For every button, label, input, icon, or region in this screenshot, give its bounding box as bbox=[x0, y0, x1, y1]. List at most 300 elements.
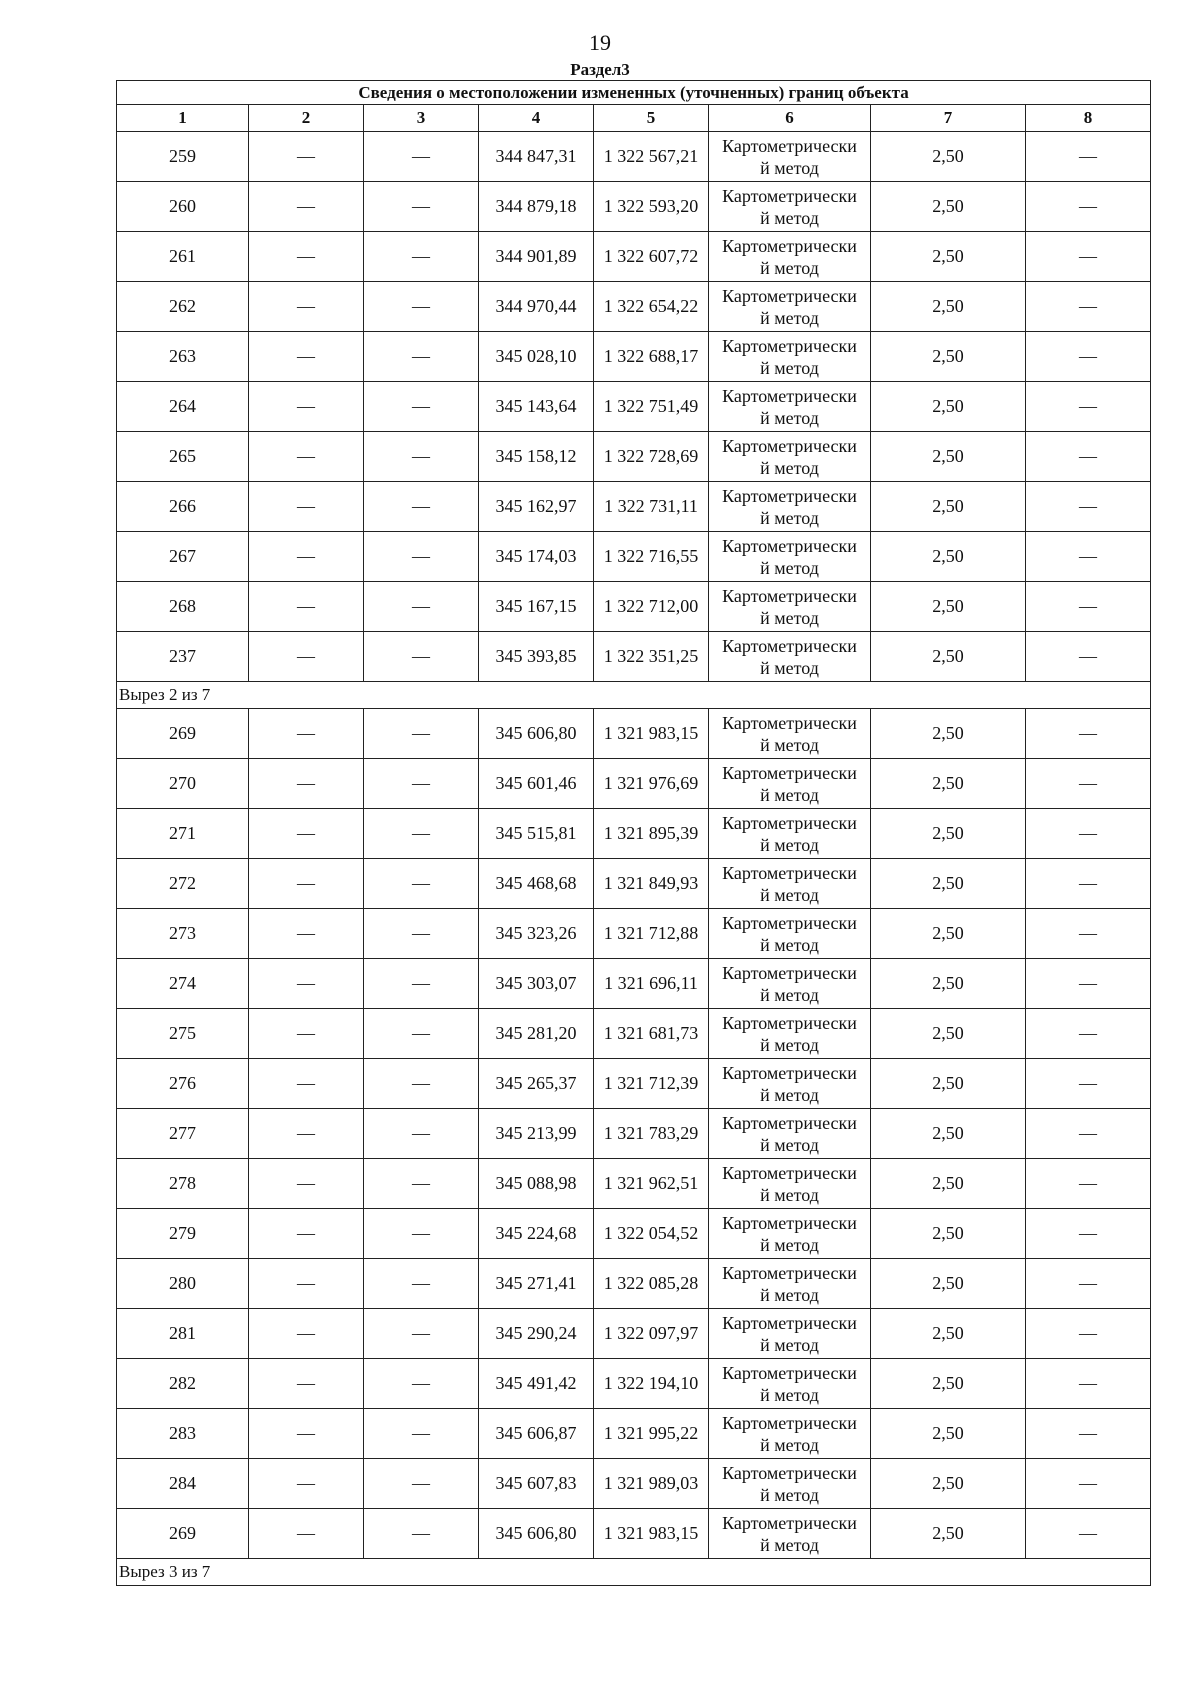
description-cell: — bbox=[1026, 582, 1151, 632]
table-row bbox=[117, 132, 1151, 182]
method-line-1: Картометрически bbox=[722, 1112, 857, 1133]
table-row bbox=[117, 1209, 1151, 1259]
old-x-cell: — bbox=[249, 809, 364, 859]
method-line-2: й метод bbox=[760, 884, 819, 905]
description-cell: — bbox=[1026, 1459, 1151, 1509]
precision-cell: 2,50 bbox=[871, 959, 1026, 1009]
table-caption-row bbox=[117, 81, 1151, 105]
method-line-1: Картометрически bbox=[722, 1162, 857, 1183]
precision-cell: 2,50 bbox=[871, 182, 1026, 232]
old-x-cell: — bbox=[249, 1259, 364, 1309]
page-number: 19 bbox=[589, 30, 611, 55]
column-header: 7 bbox=[871, 105, 1026, 132]
method-line-1: Картометрически bbox=[722, 1362, 857, 1383]
old-x-cell: — bbox=[249, 709, 364, 759]
method-line-1: Картометрически bbox=[722, 235, 857, 256]
new-x-cell: 345 265,37 bbox=[479, 1059, 594, 1109]
method-line-2: й метод bbox=[760, 307, 819, 328]
description-cell: — bbox=[1026, 432, 1151, 482]
precision-cell: 2,50 bbox=[871, 1159, 1026, 1209]
method-line-2: й метод bbox=[760, 657, 819, 678]
precision-cell: 2,50 bbox=[871, 332, 1026, 382]
method-cell bbox=[709, 382, 871, 432]
table-row bbox=[117, 709, 1151, 759]
description-cell: — bbox=[1026, 482, 1151, 532]
new-x-cell: 345 088,98 bbox=[479, 1159, 594, 1209]
table-row bbox=[117, 1259, 1151, 1309]
old-y-cell: — bbox=[364, 709, 479, 759]
description-cell: — bbox=[1026, 182, 1151, 232]
table-row bbox=[117, 482, 1151, 532]
old-x-cell: — bbox=[249, 132, 364, 182]
method-cell bbox=[709, 232, 871, 282]
point-number-cell: 262 bbox=[117, 282, 249, 332]
table-row bbox=[117, 1359, 1151, 1409]
new-y-cell: 1 321 783,29 bbox=[594, 1109, 709, 1159]
method-line-1: Картометрически bbox=[722, 1462, 857, 1483]
method-line-2: й метод bbox=[760, 1084, 819, 1105]
table-row bbox=[117, 332, 1151, 382]
point-number-cell: 269 bbox=[117, 1509, 249, 1559]
section-title: Раздел3 bbox=[570, 60, 630, 79]
precision-cell: 2,50 bbox=[871, 482, 1026, 532]
old-y-cell: — bbox=[364, 859, 479, 909]
description-cell: — bbox=[1026, 1109, 1151, 1159]
new-y-cell: 1 321 849,93 bbox=[594, 859, 709, 909]
method-cell bbox=[709, 582, 871, 632]
new-y-cell: 1 321 696,11 bbox=[594, 959, 709, 1009]
old-y-cell: — bbox=[364, 809, 479, 859]
method-line-1: Картометрически bbox=[722, 285, 857, 306]
description-cell: — bbox=[1026, 332, 1151, 382]
precision-cell: 2,50 bbox=[871, 1359, 1026, 1409]
column-header: 2 bbox=[249, 105, 364, 132]
method-cell bbox=[709, 1309, 871, 1359]
method-cell bbox=[709, 632, 871, 682]
table-row bbox=[117, 1409, 1151, 1459]
old-x-cell: — bbox=[249, 959, 364, 1009]
description-cell: — bbox=[1026, 382, 1151, 432]
new-x-cell: 345 167,15 bbox=[479, 582, 594, 632]
description-cell: — bbox=[1026, 532, 1151, 582]
new-y-cell: 1 321 983,15 bbox=[594, 1509, 709, 1559]
table-row bbox=[117, 232, 1151, 282]
table-row bbox=[117, 382, 1151, 432]
cut-label-row bbox=[117, 1559, 1151, 1586]
method-cell bbox=[709, 182, 871, 232]
precision-cell: 2,50 bbox=[871, 1059, 1026, 1109]
new-y-cell: 1 322 194,10 bbox=[594, 1359, 709, 1409]
point-number-cell: 271 bbox=[117, 809, 249, 859]
point-number-cell: 265 bbox=[117, 432, 249, 482]
point-number-cell: 267 bbox=[117, 532, 249, 582]
new-x-cell: 345 224,68 bbox=[479, 1209, 594, 1259]
new-y-cell: 1 322 688,17 bbox=[594, 332, 709, 382]
old-y-cell: — bbox=[364, 532, 479, 582]
method-line-1: Картометрически bbox=[722, 535, 857, 556]
method-line-2: й метод bbox=[760, 1434, 819, 1455]
precision-cell: 2,50 bbox=[871, 432, 1026, 482]
new-y-cell: 1 321 989,03 bbox=[594, 1459, 709, 1509]
method-line-2: й метод bbox=[760, 207, 819, 228]
new-x-cell: 345 143,64 bbox=[479, 382, 594, 432]
point-number-cell: 279 bbox=[117, 1209, 249, 1259]
new-y-cell: 1 321 962,51 bbox=[594, 1159, 709, 1209]
new-x-cell: 345 271,41 bbox=[479, 1259, 594, 1309]
old-x-cell: — bbox=[249, 1209, 364, 1259]
point-number-cell: 237 bbox=[117, 632, 249, 682]
method-cell bbox=[709, 709, 871, 759]
old-y-cell: — bbox=[364, 582, 479, 632]
method-line-1: Картометрически bbox=[722, 385, 857, 406]
description-cell: — bbox=[1026, 1009, 1151, 1059]
precision-cell: 2,50 bbox=[871, 909, 1026, 959]
new-x-cell: 345 174,03 bbox=[479, 532, 594, 582]
method-line-2: й метод bbox=[760, 357, 819, 378]
boundary-table bbox=[116, 80, 1151, 1586]
point-number-cell: 268 bbox=[117, 582, 249, 632]
precision-cell: 2,50 bbox=[871, 132, 1026, 182]
method-cell bbox=[709, 1509, 871, 1559]
old-y-cell: — bbox=[364, 1409, 479, 1459]
point-number-cell: 275 bbox=[117, 1009, 249, 1059]
new-x-cell: 345 323,26 bbox=[479, 909, 594, 959]
old-x-cell: — bbox=[249, 1109, 364, 1159]
point-number-cell: 281 bbox=[117, 1309, 249, 1359]
method-line-2: й метод bbox=[760, 1534, 819, 1555]
old-x-cell: — bbox=[249, 532, 364, 582]
old-x-cell: — bbox=[249, 632, 364, 682]
method-cell bbox=[709, 1409, 871, 1459]
new-y-cell: 1 322 654,22 bbox=[594, 282, 709, 332]
new-x-cell: 345 606,87 bbox=[479, 1409, 594, 1459]
method-cell bbox=[709, 1359, 871, 1409]
new-y-cell: 1 321 712,39 bbox=[594, 1059, 709, 1109]
old-x-cell: — bbox=[249, 482, 364, 532]
new-y-cell: 1 322 351,25 bbox=[594, 632, 709, 682]
old-x-cell: — bbox=[249, 382, 364, 432]
new-x-cell: 345 281,20 bbox=[479, 1009, 594, 1059]
method-line-2: й метод bbox=[760, 257, 819, 278]
old-y-cell: — bbox=[364, 632, 479, 682]
point-number-cell: 260 bbox=[117, 182, 249, 232]
method-line-1: Картометрически bbox=[722, 712, 857, 733]
old-y-cell: — bbox=[364, 1259, 479, 1309]
description-cell: — bbox=[1026, 959, 1151, 1009]
description-cell: — bbox=[1026, 132, 1151, 182]
method-line-2: й метод bbox=[760, 1134, 819, 1155]
description-cell: — bbox=[1026, 1159, 1151, 1209]
method-line-2: й метод bbox=[760, 457, 819, 478]
point-number-cell: 274 bbox=[117, 959, 249, 1009]
point-number-cell: 276 bbox=[117, 1059, 249, 1109]
new-y-cell: 1 322 607,72 bbox=[594, 232, 709, 282]
method-cell bbox=[709, 909, 871, 959]
column-header: 5 bbox=[594, 105, 709, 132]
new-x-cell: 345 606,80 bbox=[479, 1509, 594, 1559]
precision-cell: 2,50 bbox=[871, 282, 1026, 332]
new-x-cell: 344 901,89 bbox=[479, 232, 594, 282]
old-y-cell: — bbox=[364, 332, 479, 382]
point-number-cell: 269 bbox=[117, 709, 249, 759]
method-line-1: Картометрически bbox=[722, 912, 857, 933]
old-y-cell: — bbox=[364, 959, 479, 1009]
description-cell: — bbox=[1026, 1209, 1151, 1259]
point-number-cell: 278 bbox=[117, 1159, 249, 1209]
old-y-cell: — bbox=[364, 282, 479, 332]
new-y-cell: 1 321 681,73 bbox=[594, 1009, 709, 1059]
method-line-2: й метод bbox=[760, 607, 819, 628]
new-x-cell: 345 468,68 bbox=[479, 859, 594, 909]
method-line-2: й метод bbox=[760, 1334, 819, 1355]
method-cell bbox=[709, 1459, 871, 1509]
precision-cell: 2,50 bbox=[871, 1209, 1026, 1259]
method-cell bbox=[709, 959, 871, 1009]
precision-cell: 2,50 bbox=[871, 1109, 1026, 1159]
method-cell bbox=[709, 1059, 871, 1109]
new-y-cell: 1 321 712,88 bbox=[594, 909, 709, 959]
method-line-2: й метод bbox=[760, 1234, 819, 1255]
new-x-cell: 345 491,42 bbox=[479, 1359, 594, 1409]
new-y-cell: 1 322 731,11 bbox=[594, 482, 709, 532]
old-y-cell: — bbox=[364, 1309, 479, 1359]
old-y-cell: — bbox=[364, 482, 479, 532]
method-line-2: й метод bbox=[760, 557, 819, 578]
description-cell: — bbox=[1026, 1409, 1151, 1459]
table-caption: Сведения о местоположении измененных (уточненных) границ объекта bbox=[117, 81, 1151, 105]
old-y-cell: — bbox=[364, 182, 479, 232]
new-x-cell: 345 601,46 bbox=[479, 759, 594, 809]
new-y-cell: 1 322 716,55 bbox=[594, 532, 709, 582]
description-cell: — bbox=[1026, 859, 1151, 909]
method-line-2: й метод bbox=[760, 834, 819, 855]
method-line-1: Картометрически bbox=[722, 585, 857, 606]
method-cell bbox=[709, 482, 871, 532]
old-x-cell: — bbox=[249, 282, 364, 332]
method-line-1: Картометрически bbox=[722, 335, 857, 356]
table-body bbox=[117, 132, 1151, 1586]
old-x-cell: — bbox=[249, 582, 364, 632]
method-line-1: Картометрически bbox=[722, 862, 857, 883]
old-y-cell: — bbox=[364, 1059, 479, 1109]
new-x-cell: 345 393,85 bbox=[479, 632, 594, 682]
old-y-cell: — bbox=[364, 432, 479, 482]
old-x-cell: — bbox=[249, 1059, 364, 1109]
new-x-cell: 344 879,18 bbox=[479, 182, 594, 232]
table-row bbox=[117, 1459, 1151, 1509]
method-cell bbox=[709, 282, 871, 332]
column-header-row bbox=[117, 105, 1151, 132]
new-x-cell: 345 607,83 bbox=[479, 1459, 594, 1509]
precision-cell: 2,50 bbox=[871, 232, 1026, 282]
method-cell bbox=[709, 1209, 871, 1259]
precision-cell: 2,50 bbox=[871, 382, 1026, 432]
method-line-2: й метод bbox=[760, 1484, 819, 1505]
table-row bbox=[117, 1009, 1151, 1059]
new-y-cell: 1 321 983,15 bbox=[594, 709, 709, 759]
new-y-cell: 1 322 085,28 bbox=[594, 1259, 709, 1309]
old-x-cell: — bbox=[249, 332, 364, 382]
new-y-cell: 1 321 995,22 bbox=[594, 1409, 709, 1459]
column-header: 8 bbox=[1026, 105, 1151, 132]
point-number-cell: 263 bbox=[117, 332, 249, 382]
method-cell bbox=[709, 1109, 871, 1159]
method-line-2: й метод bbox=[760, 1284, 819, 1305]
column-header: 3 bbox=[364, 105, 479, 132]
method-line-1: Картометрически bbox=[722, 962, 857, 983]
table-row bbox=[117, 759, 1151, 809]
point-number-cell: 282 bbox=[117, 1359, 249, 1409]
method-line-1: Картометрически bbox=[722, 1412, 857, 1433]
precision-cell: 2,50 bbox=[871, 1009, 1026, 1059]
description-cell: — bbox=[1026, 1309, 1151, 1359]
cut-label-row bbox=[117, 682, 1151, 709]
method-line-1: Картометрически bbox=[722, 1012, 857, 1033]
old-x-cell: — bbox=[249, 182, 364, 232]
method-cell bbox=[709, 1259, 871, 1309]
precision-cell: 2,50 bbox=[871, 532, 1026, 582]
old-x-cell: — bbox=[249, 1309, 364, 1359]
method-line-1: Картометрически bbox=[722, 435, 857, 456]
new-x-cell: 345 290,24 bbox=[479, 1309, 594, 1359]
table-row bbox=[117, 632, 1151, 682]
new-x-cell: 345 162,97 bbox=[479, 482, 594, 532]
point-number-cell: 272 bbox=[117, 859, 249, 909]
old-y-cell: — bbox=[364, 1159, 479, 1209]
new-x-cell: 345 158,12 bbox=[479, 432, 594, 482]
new-y-cell: 1 322 097,97 bbox=[594, 1309, 709, 1359]
new-y-cell: 1 322 054,52 bbox=[594, 1209, 709, 1259]
old-x-cell: — bbox=[249, 1509, 364, 1559]
precision-cell: 2,50 bbox=[871, 582, 1026, 632]
table-row bbox=[117, 1159, 1151, 1209]
old-y-cell: — bbox=[364, 232, 479, 282]
table-row bbox=[117, 909, 1151, 959]
new-y-cell: 1 322 593,20 bbox=[594, 182, 709, 232]
table-row bbox=[117, 859, 1151, 909]
method-cell bbox=[709, 1159, 871, 1209]
old-y-cell: — bbox=[364, 1009, 479, 1059]
precision-cell: 2,50 bbox=[871, 1409, 1026, 1459]
precision-cell: 2,50 bbox=[871, 709, 1026, 759]
new-y-cell: 1 322 712,00 bbox=[594, 582, 709, 632]
point-number-cell: 270 bbox=[117, 759, 249, 809]
point-number-cell: 266 bbox=[117, 482, 249, 532]
description-cell: — bbox=[1026, 632, 1151, 682]
description-cell: — bbox=[1026, 232, 1151, 282]
method-line-2: й метод bbox=[760, 1384, 819, 1405]
method-cell bbox=[709, 532, 871, 582]
method-cell bbox=[709, 432, 871, 482]
description-cell: — bbox=[1026, 809, 1151, 859]
new-y-cell: 1 322 567,21 bbox=[594, 132, 709, 182]
description-cell: — bbox=[1026, 282, 1151, 332]
method-line-1: Картометрически bbox=[722, 635, 857, 656]
old-x-cell: — bbox=[249, 1359, 364, 1409]
point-number-cell: 284 bbox=[117, 1459, 249, 1509]
new-y-cell: 1 321 976,69 bbox=[594, 759, 709, 809]
table-row bbox=[117, 532, 1151, 582]
new-y-cell: 1 322 728,69 bbox=[594, 432, 709, 482]
precision-cell: 2,50 bbox=[871, 632, 1026, 682]
old-x-cell: — bbox=[249, 859, 364, 909]
description-cell: — bbox=[1026, 709, 1151, 759]
precision-cell: 2,50 bbox=[871, 809, 1026, 859]
old-y-cell: — bbox=[364, 1109, 479, 1159]
point-number-cell: 259 bbox=[117, 132, 249, 182]
precision-cell: 2,50 bbox=[871, 1459, 1026, 1509]
old-y-cell: — bbox=[364, 1459, 479, 1509]
method-line-2: й метод bbox=[760, 407, 819, 428]
method-line-2: й метод bbox=[760, 734, 819, 755]
cut-label: Вырез 3 из 7 bbox=[117, 1559, 1151, 1586]
old-x-cell: — bbox=[249, 432, 364, 482]
cut-label: Вырез 2 из 7 bbox=[117, 682, 1151, 709]
method-line-2: й метод bbox=[760, 934, 819, 955]
new-y-cell: 1 321 895,39 bbox=[594, 809, 709, 859]
table-row bbox=[117, 582, 1151, 632]
method-line-1: Картометрически bbox=[722, 1312, 857, 1333]
point-number-cell: 280 bbox=[117, 1259, 249, 1309]
method-line-1: Картометрически bbox=[722, 1512, 857, 1533]
precision-cell: 2,50 bbox=[871, 759, 1026, 809]
table-row bbox=[117, 1109, 1151, 1159]
old-y-cell: — bbox=[364, 909, 479, 959]
precision-cell: 2,50 bbox=[871, 1259, 1026, 1309]
table-row bbox=[117, 1509, 1151, 1559]
method-cell bbox=[709, 859, 871, 909]
table-row bbox=[117, 432, 1151, 482]
old-y-cell: — bbox=[364, 1509, 479, 1559]
method-line-1: Картометрически bbox=[722, 485, 857, 506]
point-number-cell: 261 bbox=[117, 232, 249, 282]
column-header: 4 bbox=[479, 105, 594, 132]
method-line-2: й метод bbox=[760, 984, 819, 1005]
table-row bbox=[117, 1059, 1151, 1109]
method-line-1: Картометрически bbox=[722, 1262, 857, 1283]
method-line-2: й метод bbox=[760, 784, 819, 805]
method-line-2: й метод bbox=[760, 157, 819, 178]
new-x-cell: 345 606,80 bbox=[479, 709, 594, 759]
method-line-1: Картометрически bbox=[722, 185, 857, 206]
method-line-2: й метод bbox=[760, 1184, 819, 1205]
new-x-cell: 345 028,10 bbox=[479, 332, 594, 382]
new-x-cell: 345 515,81 bbox=[479, 809, 594, 859]
old-y-cell: — bbox=[364, 132, 479, 182]
point-number-cell: 277 bbox=[117, 1109, 249, 1159]
method-line-1: Картометрически bbox=[722, 1062, 857, 1083]
old-x-cell: — bbox=[249, 1459, 364, 1509]
table-row bbox=[117, 1309, 1151, 1359]
description-cell: — bbox=[1026, 1059, 1151, 1109]
precision-cell: 2,50 bbox=[871, 1309, 1026, 1359]
old-x-cell: — bbox=[249, 1009, 364, 1059]
description-cell: — bbox=[1026, 759, 1151, 809]
point-number-cell: 264 bbox=[117, 382, 249, 432]
method-cell bbox=[709, 1009, 871, 1059]
old-x-cell: — bbox=[249, 759, 364, 809]
method-cell bbox=[709, 759, 871, 809]
old-y-cell: — bbox=[364, 759, 479, 809]
old-y-cell: — bbox=[364, 382, 479, 432]
column-header: 1 bbox=[117, 105, 249, 132]
new-x-cell: 345 213,99 bbox=[479, 1109, 594, 1159]
method-line-1: Картометрически bbox=[722, 762, 857, 783]
description-cell: — bbox=[1026, 909, 1151, 959]
old-x-cell: — bbox=[249, 232, 364, 282]
new-y-cell: 1 322 751,49 bbox=[594, 382, 709, 432]
table-row bbox=[117, 182, 1151, 232]
